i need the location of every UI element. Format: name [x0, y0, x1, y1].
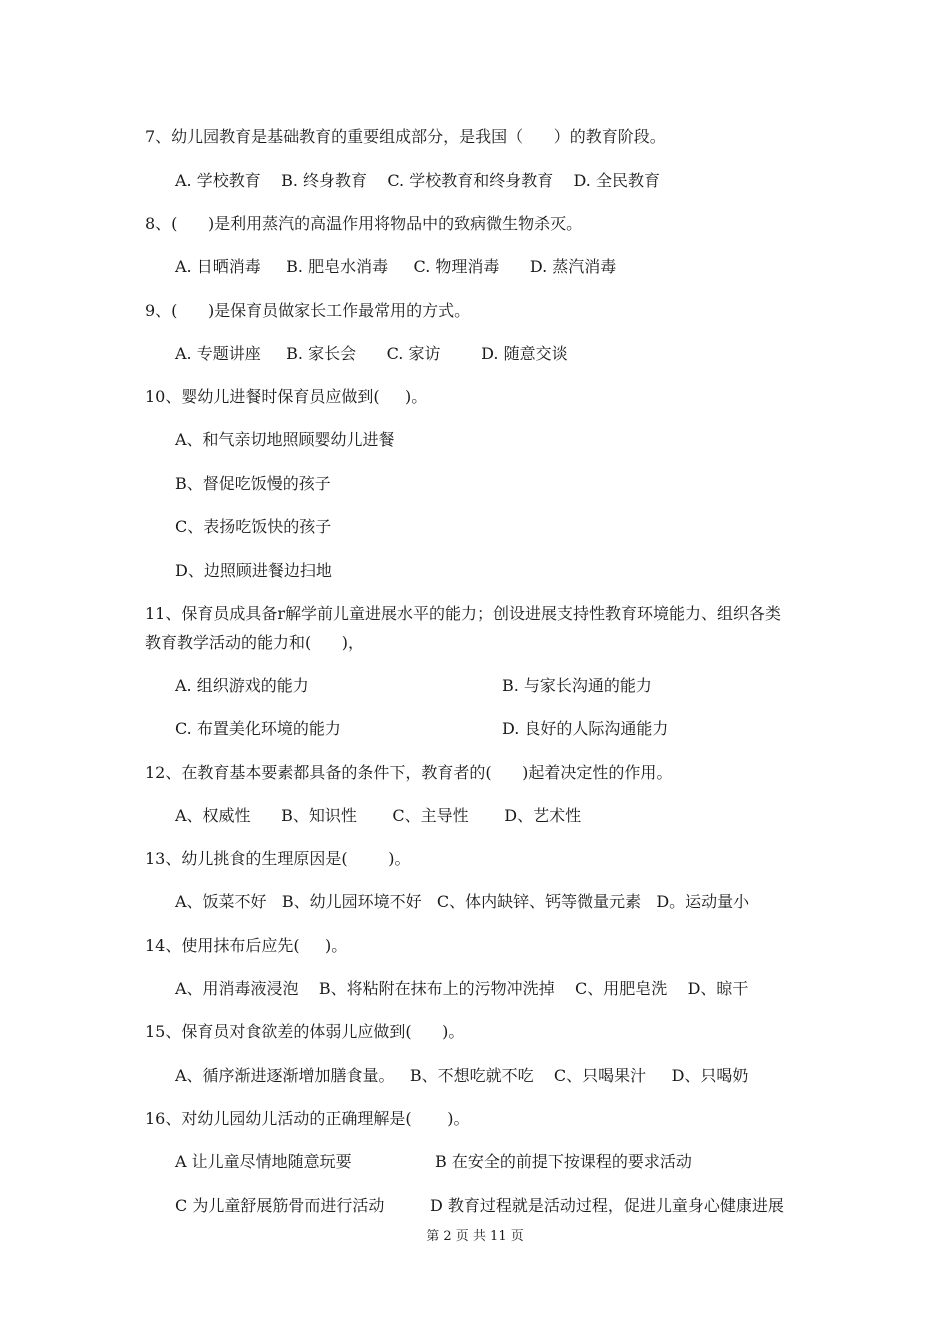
question-16-stem: 16、对幼儿园幼儿活动的正确理解是( )。 — [145, 1109, 470, 1128]
question-14-stem: 14、使用抹布后应先( )。 — [145, 936, 348, 955]
question-16-option-b: B 在安全的前提下按课程的要求活动 — [435, 1152, 692, 1171]
question-12-options: A、权威性 B、知识性 C、主导性 D、艺术性 — [175, 806, 582, 825]
question-8-stem: 8、( )是利用蒸汽的高温作用将物品中的致病微生物杀灭。 — [145, 214, 583, 233]
question-16-option-c: C 为儿童舒展筋骨而进行活动 — [175, 1196, 385, 1215]
question-11-option-b: B. 与家长沟通的能力 — [502, 676, 652, 695]
question-10-option-c: C、表扬吃饭快的孩子 — [175, 517, 332, 536]
question-13-options: A、饭菜不好 B、幼儿园环境不好 C、体内缺锌、钙等微量元素 D。运动量小 — [175, 892, 750, 911]
question-10-stem: 10、婴幼儿进餐时保育员应做到( )。 — [145, 387, 428, 406]
question-8-options: A. 日晒消毒 B. 肥皂水消毒 C. 物理消毒 D. 蒸汽消毒 — [175, 257, 617, 276]
question-15-stem: 15、保育员对食欲差的体弱儿应做到( )。 — [145, 1022, 465, 1041]
question-11-option-c: C. 布置美化环境的能力 — [175, 719, 341, 738]
question-7-stem: 7、幼儿园教育是基础教育的重要组成部分，是我国（ ）的教育阶段。 — [145, 127, 666, 146]
question-10-option-a: A、和气亲切地照顾婴幼儿进餐 — [175, 430, 395, 449]
question-11-option-d: D. 良好的人际沟通能力 — [502, 719, 669, 738]
question-15-options: A、循序渐进逐渐增加膳食量。 B、不想吃就不吃 C、只喝果汁 D、只喝奶 — [175, 1066, 749, 1085]
question-11-option-a: A. 组织游戏的能力 — [175, 676, 309, 695]
question-9-stem: 9、( )是保育员做家长工作最常用的方式。 — [145, 301, 471, 320]
question-13-stem: 13、幼儿挑食的生理原因是( )。 — [145, 849, 411, 868]
question-11-stem-line1: 11、保育员成具备r解学前儿童进展水平的能力；创设进展支持性教育环境能力、组织各类 — [145, 604, 782, 623]
question-7-options: A. 学校教育 B. 终身教育 C. 学校教育和终身教育 D. 全民教育 — [175, 171, 660, 190]
question-10-option-b: B、督促吃饭慢的孩子 — [175, 474, 331, 493]
question-10-option-d: D、边照顾进餐边扫地 — [175, 561, 332, 580]
question-14-options: A、用消毒液浸泡 B、将粘附在抹布上的污物冲洗掉 C、用肥皂洗 D、晾干 — [175, 979, 749, 998]
question-9-options: A. 专题讲座 B. 家长会 C. 家访 D. 随意交谈 — [175, 344, 568, 363]
question-16-option-a: A 让儿童尽情地随意玩要 — [175, 1152, 352, 1171]
page-number-footer: 第 2 页 共 11 页 — [426, 1229, 524, 1244]
question-11-stem-line2: 教育教学活动的能力和( )， — [145, 633, 365, 652]
question-12-stem: 12、在教育基本要素都具备的条件下，教育者的( )起着决定性的作用。 — [145, 763, 673, 782]
question-16-option-d: D 教育过程就是活动过程，促进儿童身心健康进展 — [430, 1196, 784, 1215]
